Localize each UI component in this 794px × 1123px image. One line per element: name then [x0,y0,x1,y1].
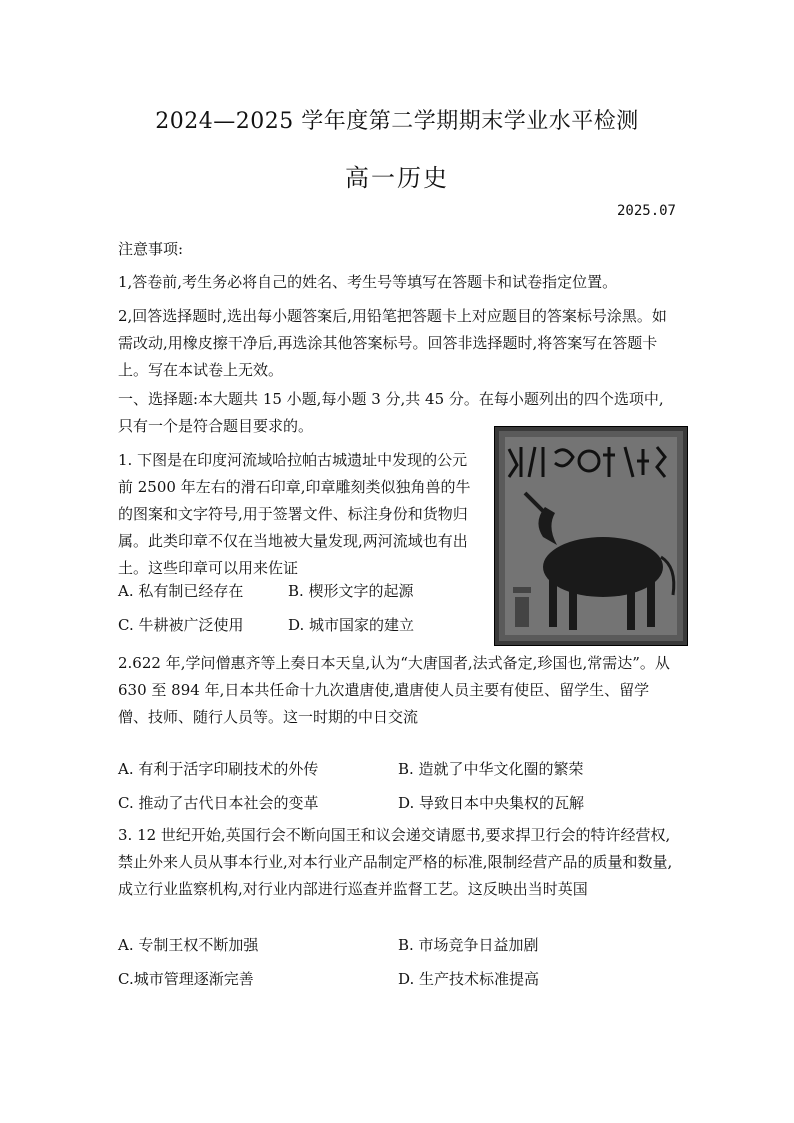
seal-illustration-icon [495,427,687,645]
question-1-stem: 1. 下图是在印度河流域哈拉帕古城遗址中发现的公元前 2500 年左右的滑石印章,印章雕刻类似独角兽的牛的图案和文字符号,用于签署文件、标注身份和货物归属。此类印章不仅在当地被大量发现,两河流域也有出土。这些印章可以用来佐证 [118,451,471,577]
question-3-stem: 3. 12 世纪开始,英国行会不断向国王和议会递交请愿书,要求捍卫行会的特许经营权,禁止外来人员从事本行业,对本行业产品制定严格的标准,限制经营产品的质量和数量,成立行业监察机构,对行业内部进行巡查并监督工艺。这反映出当时英国 [118,826,673,898]
section-1-intro: 一、选择题:本大题共 15 小题,每小题 3 分,共 45 分。在每小题列出的四个选项中,只有一个是符合题目要求的。 [118,390,664,435]
question-3-option-c: C.城市管理逐渐完善 [118,970,254,988]
question-2-stem: 2.622 年,学问僧惠齐等上奏日本天皇,认为“大唐国者,法式备定,珍国也,常需达”。从 630 至 894 年,日本共任命十九次遣唐使,遣唐使人员主要有使臣、留学生、留学僧、技师、随行人员等。这一时期的中日交流 [118,654,670,726]
question-3-option-b: B. 市场竞争日益加剧 [398,936,539,954]
question-2-option-c: C. 推动了古代日本社会的变革 [118,794,319,812]
question-1-option-d: D. 城市国家的建立 [288,616,415,634]
question-1-option-c: C. 牛耕被广泛使用 [118,616,244,634]
question-2-option-d: D. 导致日本中央集权的瓦解 [398,794,585,812]
question-1-option-a: A. 私有制已经存在 [118,582,244,600]
notice-item-2: 2,回答选择题时,选出每小题答案后,用铅笔把答题卡上对应题目的答案标号涂黑。如需改动,用橡皮擦干净后,再选涂其他答案标号。回答非选择题时,将答案写在答题卡上。写在本试卷上无效。 [118,307,667,379]
harappan-seal-image [494,426,688,646]
question-2-option-b: B. 造就了中华文化圈的繁荣 [398,760,584,778]
question-1-option-b: B. 楔形文字的起源 [288,582,414,600]
exam-subject: 高一历史 [345,164,449,192]
question-3-option-d: D. 生产技术标准提高 [398,970,540,988]
question-2-option-a: A. 有利于活字印刷技术的外传 [118,760,319,778]
question-3-option-a: A. 专制王权不断加强 [118,936,259,954]
exam-title: 2024—2025 学年度第二学期期末学业水平检测 [155,109,639,134]
exam-date: 2025.07 [616,203,676,219]
notice-heading: 注意事项: [118,240,184,258]
notice-item-1: 1,答卷前,考生务必将自己的姓名、考生号等填写在答题卡和试卷指定位置。 [118,273,618,291]
